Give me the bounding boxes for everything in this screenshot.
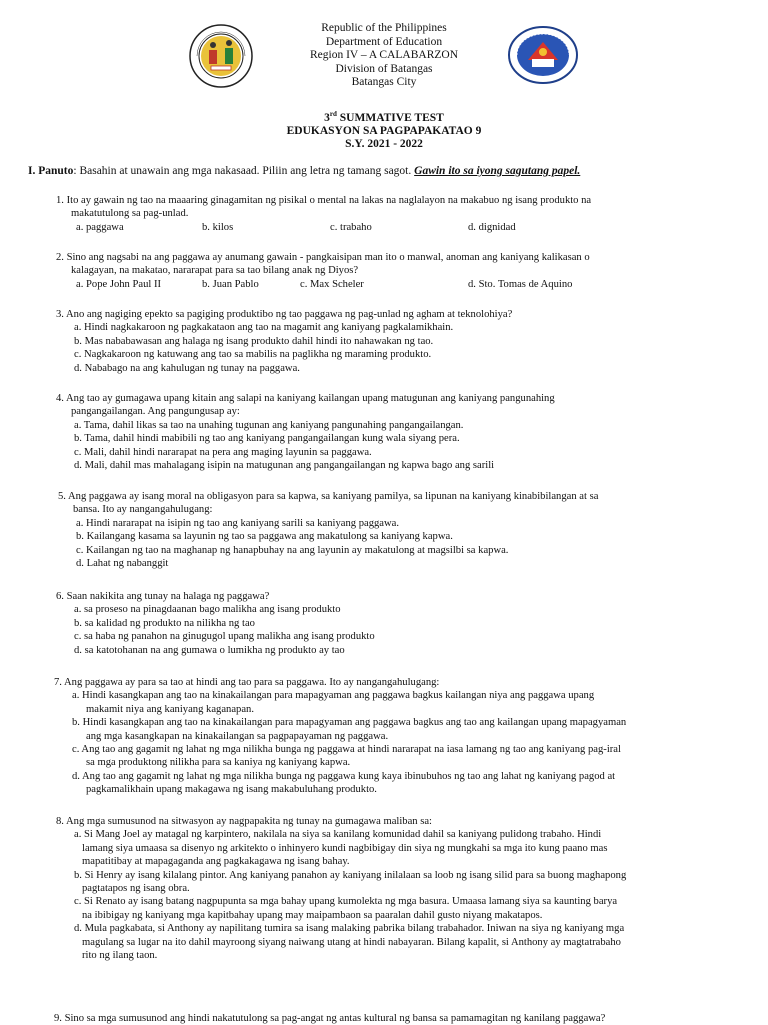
option-b-continued: pagtatapos ng isang obra. [82, 883, 190, 895]
option-a[interactable]: a. Hindi kasangkapan ang tao na kinakailangan para mapagyaman ang paggawa bagkus kailangan niya ang paggawa upang [72, 690, 595, 702]
question-line: kalagayan, na makatao, nararapat para sa tao bilang anak ng Diyos? [71, 265, 359, 277]
city-line: Batangas City [351, 76, 417, 89]
division-line: Division of Batangas [335, 62, 433, 75]
option-a[interactable]: a. sa proseso na pinagdaanan bago malikha ang isang produkto [74, 604, 341, 616]
option-d[interactable]: d. Sto. Tomas de Aquino [468, 278, 573, 290]
option-b-continued: ang mga kasangkapan na kinakailangan sa pagpapayaman ng paggawa. [86, 730, 389, 742]
subject-name: EDUKASYON SA PAGPAPAKATAO 9 [286, 125, 482, 138]
option-d-continued: rito ng ilang taon. [82, 950, 158, 962]
question-8 [56, 815, 626, 962]
option-a[interactable]: a. Hindi nararapat na isipin ng tao ang kaniyang sarili sa kaniyang paggawa. [76, 517, 400, 529]
letterhead [0, 22, 768, 90]
region-line: Region IV – A CALABARZON [309, 49, 459, 62]
question-line: 4. Ang tao ay gumagawa upang kitain ang salapi na kaniyang kailangan upang matugunan ang kaniyang pangunahing [56, 393, 555, 404]
options-row [56, 278, 590, 291]
option-d-continued: pagkamalikhain upang makagawa ng isang makabuluhang produkto. [86, 784, 377, 796]
question-line: 3. Ano ang nagiging epekto sa pagiging produktibo ng tao paggawa ng pag-unlad ng agham at teknolohiya? [56, 309, 513, 320]
instructions-label: I. Panuto [28, 165, 74, 177]
instructions-emphasis: Gawin ito sa iyong sagutang papel. [414, 165, 581, 177]
option-c-continued: na ibibigay ng kaniyang mga kapitbahay upang may maipambaon sa paaralan dahil gusto niyang makatapos. [82, 909, 543, 921]
option-d[interactable]: d. Mula pagkabata, si Anthony ay napilitang tumira sa isang malaking pabrika bilang trabahador. Iniwan na siya ng kaniyang mga [74, 923, 625, 935]
option-a[interactable]: a. Hindi nagkakaroon ng pagkakataon ang tao na magamit ang kaniyang pagkalamikhain. [74, 322, 454, 334]
option-b[interactable]: b. Tama, dahil hindi mabibili ng tao ang kaniyang pangangailangan kung wala siyang pera. [74, 433, 460, 445]
option-a-continued: lamang siya umaasa sa disenyo ng arkitekto o inhinyero kundi nagbibigay din siya ng mungkahi sa mga ito kung paano mas [82, 842, 608, 854]
option-c[interactable]: c. Max Scheler [300, 278, 364, 290]
option-c[interactable]: c. trabaho [330, 221, 372, 233]
question-line: makatutulong sa pag-unlad. [71, 208, 189, 220]
question-1 [56, 194, 591, 234]
question-line: 7. Ang paggawa ay para sa tao at hindi ang tao para sa paggawa. Ito ay nangangahulugang: [54, 677, 440, 688]
instructions [28, 165, 580, 177]
option-d[interactable]: d. dignidad [468, 221, 516, 233]
option-c[interactable]: c. Kailangan ng tao na maghanap ng hanapbuhay na ang layunin ay makatulong at magsilbi sa kapwa. [76, 544, 509, 556]
option-b[interactable]: b. Kailangang kasama sa layunin ng tao sa paggawa ang makatulong sa kaniyang kapwa. [76, 531, 453, 543]
option-a[interactable]: a. Pope John Paul II [76, 278, 162, 290]
question-line: 6. Saan nakikita ang tunay na halaga ng paggawa? [56, 591, 270, 602]
option-b[interactable]: b. Hindi kasangkapan ang tao na kinakailangan para mapagyaman ang paggawa bagkus ang tao ang kailangan upang mapagyaman [72, 717, 627, 729]
option-d[interactable]: d. sa katotohanan na ang gumawa o lumikha ng produkto ay tao [74, 644, 345, 656]
option-b[interactable]: b. Si Henry ay isang kilalang pintor. Ang kaniyang panahon ay kaniyang inilalaan sa loob ng isang silid para sa buong maghapong [74, 869, 627, 881]
options-row [56, 221, 591, 234]
option-b[interactable]: b. Juan Pablo [202, 278, 259, 290]
question-line: 9. Sino sa mga sumusunod ang hindi nakatutulong sa pag-angat ng antas kultural ng bansa sa pamamagitan ng kanilang paggawa? [54, 1013, 606, 1024]
option-d-continued: magulang sa lugar na ito dahil mayroong siyang naiwang utang at hindi nabayaran. Bilang kapalit, si Anthony ay magtatrabaho [82, 936, 621, 948]
option-c[interactable]: c. Mali, dahil hindi nararapat na pera ang maging layunin sa paggawa. [74, 446, 372, 458]
option-d[interactable]: d. Nababago na ang kahulugan ng tunay na paggawa. [74, 362, 300, 374]
question-6 [56, 590, 375, 657]
question-5 [58, 490, 598, 570]
instructions-text: : Basahin at unawain ang mga nakasaad. Piliin ang letra ng tamang sagot. [73, 165, 415, 177]
option-b[interactable]: b. kilos [202, 221, 234, 233]
question-line: pangangailangan. Ang pangungusap ay: [71, 406, 240, 418]
option-d[interactable]: d. Ang tao ang gagamit ng lahat ng mga nilikha bunga ng paggawa kung kaya ibinubuhos ng tao ang lahat ng kaniyang pagod at [72, 770, 616, 782]
question-9 [54, 1012, 605, 1025]
option-c[interactable]: c. Si Renato ay isang batang nagpupunta sa mga bahay upang kumolekta ng mga basura. Umaasa lamang siya sa kaunting barya [74, 896, 618, 908]
option-b[interactable]: b. Mas nababawasan ang halaga ng isang produkto dahil hindi ito nahawakan ng tao. [74, 335, 434, 347]
school-year: S.Y. 2021 - 2022 [345, 138, 423, 151]
question-line: 2. Sino ang nagsabi na ang paggawa ay anumang gawain - pangkaisipan man ito o manwal, anoman ang kaniyang kalikasan o [56, 252, 590, 263]
option-c[interactable]: c. sa haba ng panahon na ginugugol upang malikha ang isang produkto [74, 631, 375, 643]
question-line: 5. Ang paggawa ay isang moral na obligasyon para sa kapwa, sa kaniyang pamilya, sa lipunan na kaniyang kinabibilangan at sa [58, 491, 599, 502]
option-d[interactable]: d. Lahat ng nabanggit [76, 558, 169, 570]
question-line: bansa. Ito ay nangangahulugang: [73, 504, 213, 516]
option-a-continued: makamit niya ang kaniyang kaganapan. [86, 703, 254, 715]
option-a[interactable]: a. paggawa [76, 221, 124, 233]
question-line: 1. Ito ay gawain ng tao na maaaring ginagamitan ng pisikal o mental na lakas na naglalayon na makabuo ng isang produkto na [56, 195, 592, 206]
question-4 [56, 392, 555, 472]
option-c-continued: sa mga produktong nilikha para sa kaniya ng kaniyang kapwa. [86, 757, 351, 769]
option-a[interactable]: a. Tama, dahil likas sa tao na unahing tugunan ang kaniyang pangunahing pangangailangan. [74, 419, 464, 431]
option-c[interactable]: c. Nagkakaroon ng katuwang ang tao sa mabilis na paglikha ng maraming produkto. [74, 349, 432, 361]
option-a[interactable]: a. Si Mang Joel ay matagal ng karpintero, nakilala na siya sa kanilang komunidad dahil sa kaniyang pulidong trabaho. Hindi [74, 829, 602, 841]
question-3 [56, 308, 512, 375]
question-line: 8. Ang mga sumusunod na sitwasyon ay nagpapakita ng tunay na gumagawa maliban sa: [56, 816, 433, 827]
republic-line: Republic of the Philippines [321, 22, 447, 34]
test-name: 3rd SUMMATIVE TEST [324, 110, 444, 124]
question-2 [56, 251, 590, 291]
question-7 [54, 676, 626, 797]
test-title [0, 108, 768, 151]
option-b[interactable]: b. sa kalidad ng produkto na nilikha ng tao [74, 617, 255, 629]
option-c[interactable]: c. Ang tao ang gagamit ng lahat ng mga nilikha bunga ng paggawa at hindi nararapat na iasa lamang ng tao ang kaniyang pag-iral [72, 744, 621, 756]
option-d[interactable]: d. Mali, dahil mas mahalagang isipin na matugunan ang pangangailangan ng kapwa bago ang sarili [74, 460, 495, 472]
option-a-continued: mapatitibay at mapagaganda ang pagkakagawa ng isang bahay. [82, 856, 350, 868]
department-line: Department of Education [325, 35, 443, 48]
